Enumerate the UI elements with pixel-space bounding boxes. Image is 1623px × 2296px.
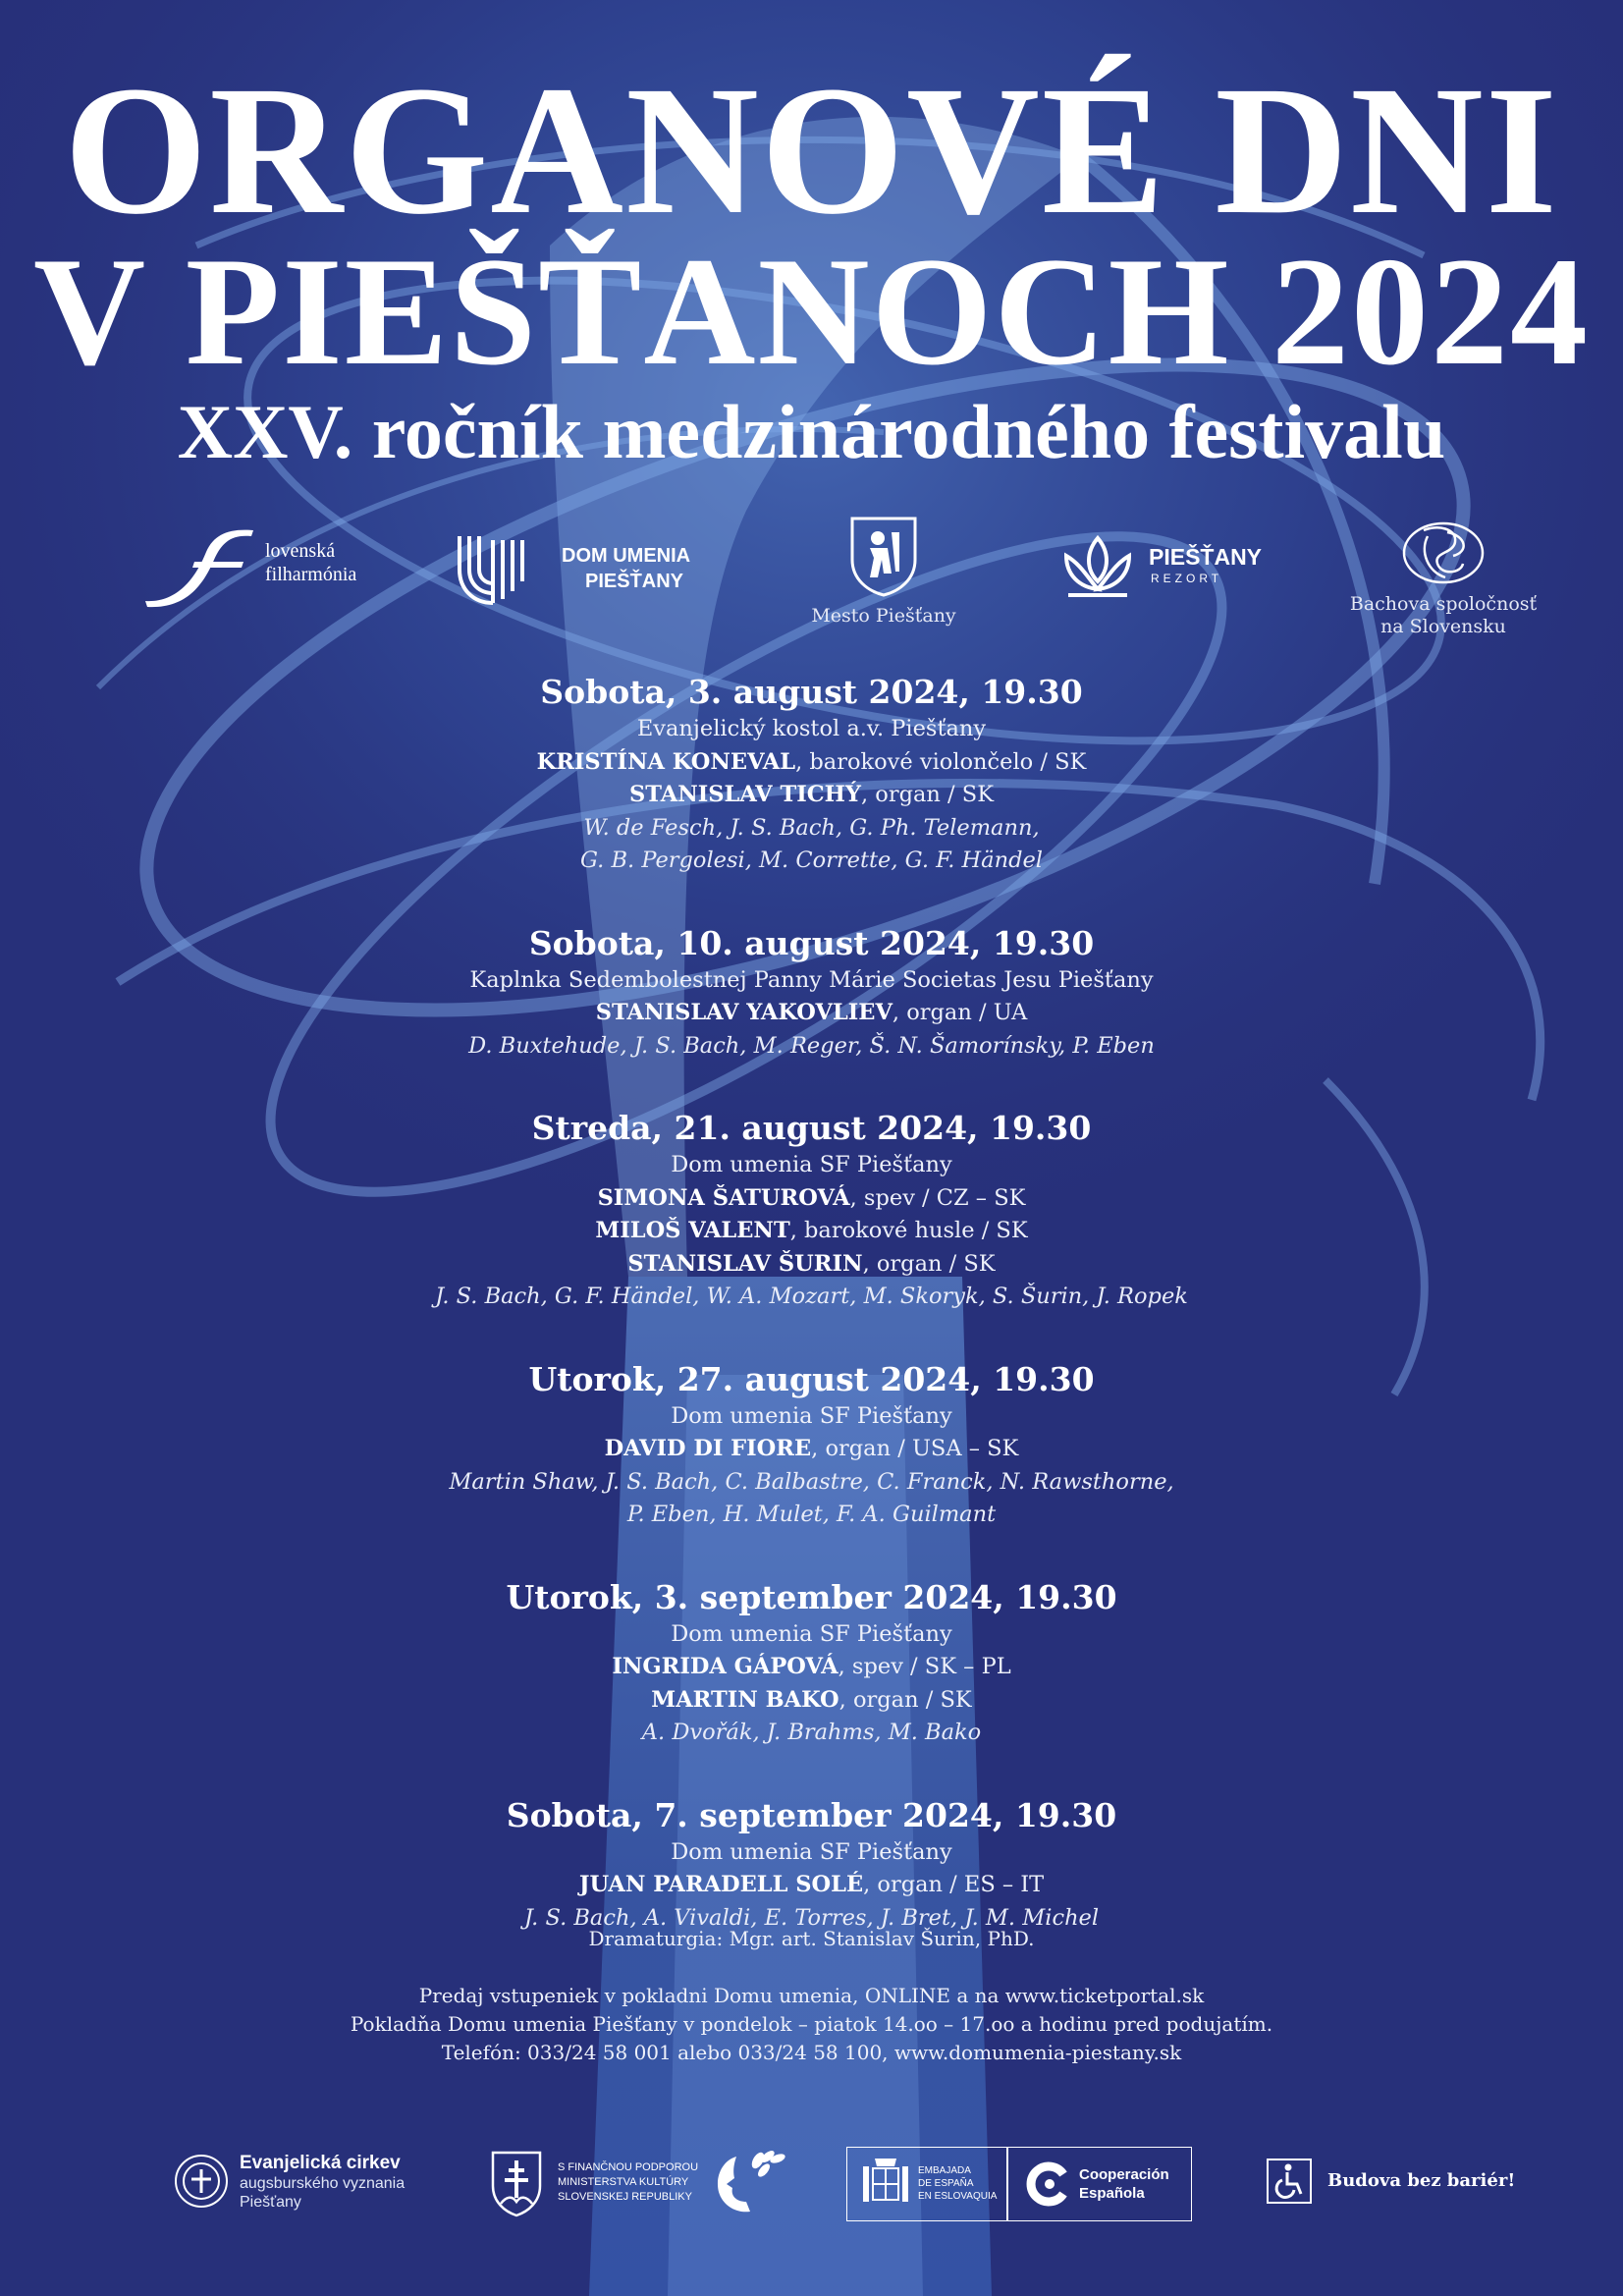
performer <box>0 1684 1623 1718</box>
performer-role: , spev / CZ – SK <box>849 1184 1026 1211</box>
event-repertoire: A. Dvořák, J. Brahms, M. Bako <box>641 1720 982 1745</box>
performer-name: KRISTÍNA KONEVAL <box>536 748 796 775</box>
event-venue: Kaplnka Sedembolestnej Panny Márie Societas Jesu Piešťany <box>469 966 1154 993</box>
performer <box>0 779 1623 812</box>
event-date: Utorok, 27. august 2024, 19.30 <box>528 1359 1095 1398</box>
ticket-info-line: Predaj vstupeniek v pokladni Domu umenia, ONLINE a na www.ticketportal.sk <box>418 1984 1205 2007</box>
performer <box>0 1215 1623 1248</box>
spain-cooperation-logo <box>846 2147 1192 2221</box>
dom-umenia-icon <box>454 530 532 609</box>
performer <box>0 997 1623 1030</box>
event-venue: Evanjelický kostol a.v. Piešťany <box>636 716 987 741</box>
event-2 <box>0 923 1623 1064</box>
ministerstvo-label-3: SLOVENSKEJ REPUBLIKY <box>558 2191 692 2203</box>
performer-role: , organ / SK <box>860 782 995 807</box>
event-repertoire: Martin Shaw, J. S. Bach, C. Balbastre, C. Franck, N. Rawsthorne, <box>449 1468 1174 1495</box>
event-date: Sobota, 3. august 2024, 19.30 <box>540 673 1083 711</box>
performer-name: SIMONA ŠATUROVÁ <box>597 1184 850 1211</box>
mesto-piestany-logo <box>805 515 962 630</box>
performer-role: , spev / SK – PL <box>838 1654 1011 1679</box>
performer <box>0 1651 1623 1684</box>
profile-laurel-icon <box>707 2147 791 2217</box>
filharmonia-f-icon <box>135 522 263 611</box>
embajada-label-2: DE ESPAÑA <box>918 2178 974 2189</box>
piestany-rezort-logo <box>1058 530 1263 605</box>
performer-role: , organ / SK <box>862 1250 996 1277</box>
event-repertoire: P. Eben, H. Mulet, F. A. Guilmant <box>626 1502 997 1527</box>
event-3 <box>0 1108 1623 1314</box>
performer-name: STANISLAV ŠURIN <box>627 1250 863 1277</box>
slovenska-filharmonia-logo <box>135 522 357 611</box>
bach-monogram-icon <box>1398 517 1488 589</box>
mesto-piestany-caption: Mesto Piešťany <box>811 605 956 627</box>
wheelchair-icon <box>1267 2159 1312 2204</box>
ticket-info <box>0 1982 1623 2067</box>
evanjelicka-label-2: augsburského vyznania <box>240 2175 406 2192</box>
event-venue: Dom umenia SF Piešťany <box>671 1620 952 1647</box>
luther-rose-icon <box>173 2153 230 2210</box>
evanjelicka-label-1: Evanjelická cirkev <box>240 2153 401 2173</box>
ticket-info-line: Telefón: 033/24 58 001 alebo 033/24 58 100, www.domumenia-piestany.sk <box>441 2041 1182 2064</box>
performer-name: STANISLAV TICHÝ <box>628 782 861 807</box>
performer-role: , barokové husle / SK <box>789 1218 1028 1243</box>
concert-program <box>0 672 1623 1980</box>
cooperacion-c-icon <box>1024 2160 1071 2208</box>
page-title-line1: ORGANOVÉ DNI <box>64 47 1559 252</box>
event-1 <box>0 672 1623 878</box>
ministerstvo-label-1: S FINANČNOU PODPOROU <box>558 2161 699 2173</box>
bachova-caption-2: na Slovensku <box>1380 616 1506 637</box>
filharmonia-label-2: filharmónia <box>265 564 357 585</box>
filharmonia-label-1: lovenská <box>265 540 336 562</box>
page-title-line2: V PIEŠŤANOCH 2024 <box>33 226 1590 398</box>
performer-name: MARTIN BAKO <box>651 1686 839 1713</box>
event-venue: Dom umenia SF Piešťany <box>671 1402 952 1429</box>
performer-name: STANISLAV YAKOVLIEV <box>595 1000 893 1025</box>
cooperacion-label-1: Cooperación <box>1079 2166 1169 2183</box>
piestany-rezort-label-1: PIEŠŤANY <box>1149 544 1263 570</box>
event-5 <box>0 1577 1623 1750</box>
performer <box>0 1869 1623 1902</box>
event-repertoire: W. de Fesch, J. S. Bach, G. Ph. Telemann, <box>583 814 1040 841</box>
performer-name: DAVID DI FIORE <box>604 1436 812 1461</box>
embajada-label-1: EMBAJADA <box>918 2165 971 2176</box>
event-repertoire: J. S. Bach, G. F. Händel, W. A. Mozart, M. Skoryk, S. Šurin, J. Ropek <box>435 1284 1188 1309</box>
event-date: Utorok, 3. september 2024, 19.30 <box>506 1577 1117 1616</box>
ministerstvo-kultury-logo <box>489 2147 793 2221</box>
logo-divider <box>1006 2148 1008 2220</box>
event-date: Streda, 21. august 2024, 19.30 <box>531 1109 1092 1147</box>
dom-umenia-logo <box>454 530 719 609</box>
event-venue: Dom umenia SF Piešťany <box>671 1838 952 1865</box>
event-repertoire: J. S. Bach, A. Vivaldi, E. Torres, J. Bret, J. M. Michel <box>523 1904 1100 1931</box>
performer-role: , organ / ES – IT <box>863 1872 1045 1897</box>
performer <box>0 1433 1623 1466</box>
bachova-spolocnost-logo <box>1345 517 1542 644</box>
event-repertoire: D. Buxtehude, J. S. Bach, M. Reger, Š. N. Šamorínsky, P. Eben <box>468 1032 1155 1059</box>
embajada-label-3: EN ESLOVAQUIA <box>918 2191 998 2202</box>
event-date: Sobota, 7. september 2024, 19.30 <box>506 1795 1117 1834</box>
ticket-info-line: Pokladňa Domu umenia Piešťany v pondelok – piatok 14.oo – 17.oo a hodinu pred podujatím. <box>350 2012 1273 2036</box>
performer-role: , organ / USA – SK <box>811 1436 1019 1461</box>
barrier-free-notice <box>1267 2159 1516 2208</box>
dom-umenia-label-1: DOM UMENIA <box>562 545 691 567</box>
performer <box>0 1248 1623 1282</box>
performer-name: INGRIDA GÁPOVÁ <box>612 1654 839 1679</box>
performer-role: , barokové violončelo / SK <box>795 748 1087 775</box>
performer-name: MILOŠ VALENT <box>595 1218 790 1243</box>
city-coat-of-arms-icon <box>848 515 919 597</box>
performer-role: , organ / UA <box>892 1000 1028 1025</box>
cooperacion-label-2: Española <box>1079 2185 1145 2202</box>
event-date: Sobota, 10. august 2024, 19.30 <box>528 923 1095 962</box>
ministerstvo-label-2: MINISTERSTVA KULTÚRY <box>558 2176 689 2188</box>
performer <box>0 1182 1623 1216</box>
event-repertoire: G. B. Pergolesi, M. Corrette, G. F. Händel <box>580 847 1043 873</box>
dom-umenia-label-2: PIEŠŤANY <box>585 571 684 592</box>
bachova-caption-1: Bachova spoločnosť <box>1349 593 1538 615</box>
event-venue: Dom umenia SF Piešťany <box>671 1152 952 1177</box>
dramaturgia: Dramaturgia: Mgr. art. Stanislav Šurin, PhD. <box>588 1927 1035 1950</box>
spanish-coat-of-arms-icon <box>861 2155 910 2214</box>
lotus-icon <box>1058 530 1137 601</box>
event-4 <box>0 1359 1623 1532</box>
event-6 <box>0 1795 1623 1936</box>
evanjelicka-label-3: Piešťany <box>240 2194 301 2211</box>
performer-name: JUAN PARADELL SOLÉ <box>578 1872 864 1897</box>
evanjelicka-cirkev-logo <box>173 2151 438 2214</box>
barrier-free-label: Budova bez bariér! <box>1327 2170 1516 2191</box>
page-subtitle: XXV. ročník medzinárodného festivalu <box>177 389 1446 474</box>
piestany-rezort-label-2: REZORT <box>1151 572 1223 585</box>
slovak-coat-of-arms-icon <box>489 2149 544 2217</box>
performer <box>0 746 1623 780</box>
performer-role: , organ / SK <box>839 1686 972 1713</box>
